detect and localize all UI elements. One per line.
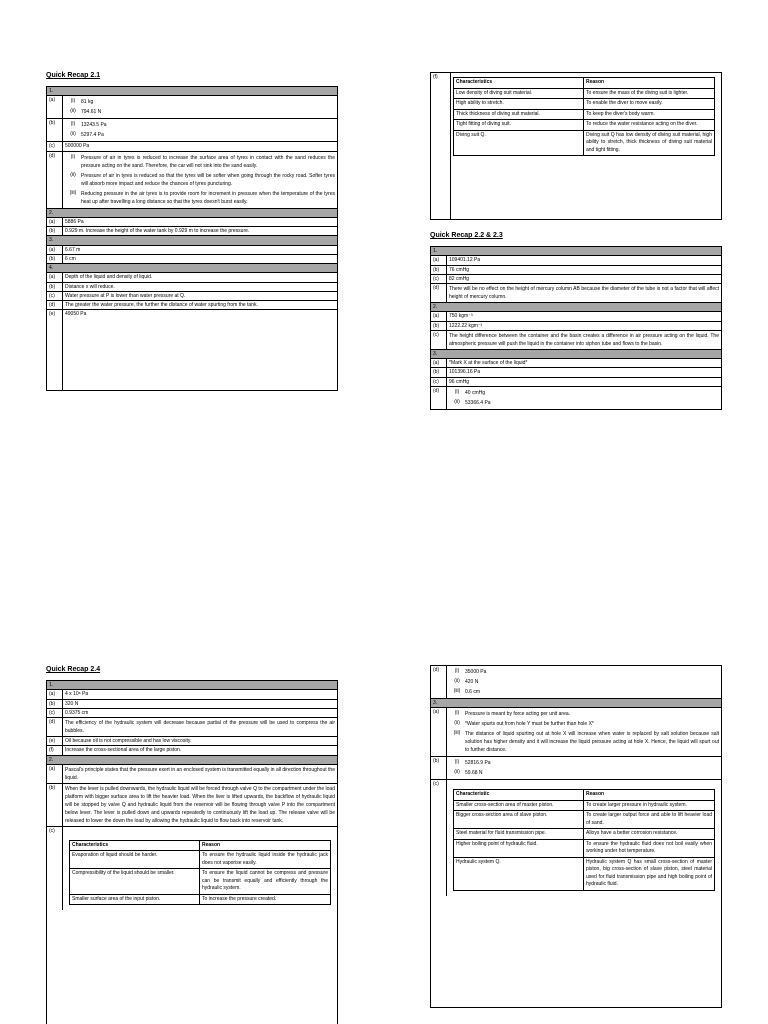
answer-1c: (c) 500000 Pa [47, 142, 337, 151]
question-4-header: 4. [47, 264, 337, 273]
table-row: Compressibility of the liquid should be smaller. To ensure the liquid cannot be compress and pressure can be transmit equally and efficiently through the hydraulic system. [70, 869, 330, 895]
hydraulic-liquid-table: Characteristics Reason Evaporation of liquid should be harder. To ensure the hydraulic liquid inside the hydraulic jack does not vaporise easily. Compressibility of the liquid should be smaller. To ensure the liquid cannot be compress and pressure can be transmit equally and efficiently through the hydraulic system. Smaller surface area of the input piston. To increase the pressure created. [69, 840, 331, 906]
answer-2a: (a) 5886 Pa [47, 218, 337, 227]
table-row: Steel material for fluid transmission pipe. Alloys have a better corrosion resistance. [454, 829, 714, 840]
table-row: Hydraulic system Q. Hydraulic system Q has small cross-section of master piston, big cross-section of slave piston, steel material used for fluid transmission pipe and high boiling point of hydraulic fluid. [454, 858, 714, 890]
recap-2-2-table: 1. (a) 109401.12 Pa (b) 76 cmHg (c) 82 cmHg (d) There will be no effect on the height of mercury column AB because the diameter of the tube is not a factor that will affect height of mercury column. 2. (a) 750 kgm⁻³ (b) 1222.22 kgm⁻³ (c) The height difference between the container and the basin creates a difference in air pressure acting on the liquid. The atmospheric pressure will push the liquid in the container into siphon tube and flows to the basin. 3. (a) *Mark X at the surface of the liquid* (b) 101396.16 Pa (c) 96 cmHg (d) (i) 40 cmHg (ii) 53366.4 Pa [430, 246, 722, 410]
recap-2-4-title: Quick Recap 2.4 [46, 666, 101, 673]
answer-4e: (e) 49050 Pa [47, 310, 337, 390]
answer-1b: (b) (i) 13243.5 Pa (ii) 5297.4 Pa [47, 119, 337, 142]
table-row: Smaller surface area of the input piston. To increase the pressure created. [70, 895, 330, 905]
recap-2-1-f-table: (f) Characteristics Reason Low density of diving suit material. To ensure the mass of the diving suit is lighter. High ability to stretch. To enable the diver to move easily. Thick thickness of diving suit material. To keep the diver's body warm. Tight fitting of diving suit. To reduce the water resistance acting on the diver. Diving suit Q. Diving suit Q has low density of diving suit material, high ability to stretch, thick thickness of diving suit material and tight fitting. [430, 72, 722, 220]
recap-2-2-title: Quick Recap 2.2 & 2.3 [430, 232, 503, 239]
table-row: High ability to stretch. To enable the diver to move easily. [454, 99, 714, 110]
table-row: Smaller cross-section area of master piston. To create larger pressure in hydraulic system. [454, 801, 714, 812]
question-3-header: 3. [47, 236, 337, 245]
table-row: Low density of diving suit material. To ensure the mass of the diving suit is lighter. [454, 89, 714, 100]
diving-suit-table: Characteristics Reason Low density of diving suit material. To ensure the mass of the diving suit is lighter. High ability to stretch. To enable the diver to move easily. Thick thickness of diving suit material. To keep the diver's body warm. Tight fitting of diving suit. To reduce the water resistance acting on the diver. Diving suit Q. Diving suit Q has low density of diving suit material, high ability to stretch, thick thickness of diving suit material and tight fitting. [453, 77, 715, 156]
table-row: Evaporation of liquid should be harder. To ensure the hydraulic liquid inside the hydraulic jack does not vaporise easily. [70, 851, 330, 869]
question-2-header: 2. [47, 209, 337, 218]
hydraulic-system-table: Characteristic Reason Smaller cross-section area of master piston. To create larger pressure in hydraulic system. Bigger cross-section area of slave piston. To create larger output force and able to lift heavier load of sand. Steel material for fluid transmission pipe. Alloys have a better corrosion resistance. Higher boiling point of hydraulic fluid. To ensure the hydraulic fluid does not boil easily when working under hot temperature. Hydraulic system Q. Hydraulic system Q has small cross-section of master piston, big cross-section of slave piston, steel material used for fluid transmission pipe and high boiling point of hydraulic fluid. [453, 789, 715, 891]
answer-1a: (a) (i) 81 kg (ii) 794.61 N [47, 96, 337, 119]
table-row: Tight fitting of diving suit. To reduce the water resistance acting on the diver. [454, 120, 714, 131]
answer-2b: (b) 0.929 m. Increase the height of the water tank by 0.929 m to increase the pressure. [47, 227, 337, 236]
answer-4b: (b) Distance x will reduce. [47, 283, 337, 292]
answer-4a: (a) Depth of the liquid and density of liquid. [47, 273, 337, 282]
answer-4d: (d) The greater the water pressure, the further the distance of water spurting from the tank. [47, 301, 337, 310]
table-row: Diving suit Q. Diving suit Q has low density of diving suit material, high ability to stretch, thick thickness of diving suit material and tight fitting. [454, 131, 714, 156]
question-1-header: 1. [47, 87, 337, 96]
answer-3a: (a) 6.67 m [47, 246, 337, 255]
table-row: Thick thickness of diving suit material. To keep the diver's body warm. [454, 110, 714, 121]
table-row: Bigger cross-section area of slave piston. To create larger output force and able to lift heavier load of sand. [454, 811, 714, 829]
recap-2-4-continued-table: (d) (i) 35000 Pa (ii) 420 N (iii) 0.6 cm 3. (a) (i) Pressure is meant by force acting per unit area. (ii) *Water spurts out from hole Y must be further than hole X* (iii) The distance of liquid spurting out at hole X will increase when water is replaced by salt solution because salt solution has higher density and it will increase the liquid pressure acting at hole X. Hence, the liquid will spurt out to further distance. (b) (i) 52816.9 Pa (ii) 59.68 N (c) Characteristic Reason Smaller cross-section area of master piston. To create larger pressure in hydraulic system. Bigger cross-section area of slave piston. To create larger output force and able to lift heavier load of sand. Steel material for fluid transmission pipe. Alloys have a better corrosion resistance. Higher boiling point of hydraulic fluid. To ensure the hydraulic fluid does not boil easily when working under hot temperature. Hydraulic system Q. Hydraulic system Q has small cross-section of master piston, big cross-section of slave piston, steel material used for fluid transmission pipe and high boiling point of hydraulic fluid. [430, 665, 722, 1008]
answer-1d: (d) (i) Pressure of air in tyres is reduced to increase the surface area of tyres in contact with the sand reduces the pressure acting on the sand. Therefore, the car will not sink into the sand easily. (ii) Pressure of air in tyres is reduced so that the tyres will be softer when going through the rocky road. Softer tyres will absorb more impact and reduce the chances of tyres puncturing. (iii) Reducing pressure in the air tyres is to provide room for increment in pressure when the temperature of the tyres heat up after travelling a long distance so that the tyres doesn't burst easily. [47, 152, 337, 209]
recap-2-1-title: Quick Recap 2.1 [46, 72, 101, 79]
recap-2-4-table: 1. (a) 4 x 10⁶ Pa (b) 320 N (c) 0.9375 cm (d) The efficiency of the hydraulic system will decrease because partial of the pressure will be used to compress the air bubbles. (e) Oil because oil is not compressible and has low viscosity. (f) Increase the cross-sectional area of the large piston. 2. (a) Pascal's principle states that the pressure exert in an enclosed system is transmitted equally in all direction throughout the liquid. (b) When the lever is pulled downwards, the hydraulic liquid will be forced through valve Q to the compartment under the load platform with bigger surface area to lift the heavier load. When the liver is lifted upwards, the backflow of hydraulic liquid will be stopped by valve Q and hydraulic liquid from the reservoir will be flowing through valve P into the compartment below lever. The lever is pulled down and upwards repeatedly to continuously lift the load up. The release valve will be released to lower the down the load by allowing the hydraulic liquid to flow back into reservoir tank. (c) Characteristics Reason Evaporation of liquid should be harder. To ensure the hydraulic liquid inside the hydraulic jack does not vaporise easily. Compressibility of the liquid should be smaller. To ensure the liquid cannot be compress and pressure can be transmit equally and efficiently through the hydraulic system. Smaller surface area of the input piston. To increase the pressure created. [46, 680, 338, 1024]
answer-4c: (c) Water pressure at P is lower than water pressure at Q. [47, 292, 337, 301]
table-row: Higher boiling point of hydraulic fluid. To ensure the hydraulic fluid does not boil easily when working under hot temperature. [454, 840, 714, 858]
recap-2-1-table [46, 86, 338, 391]
answer-3b: (b) 6 cm [47, 255, 337, 264]
